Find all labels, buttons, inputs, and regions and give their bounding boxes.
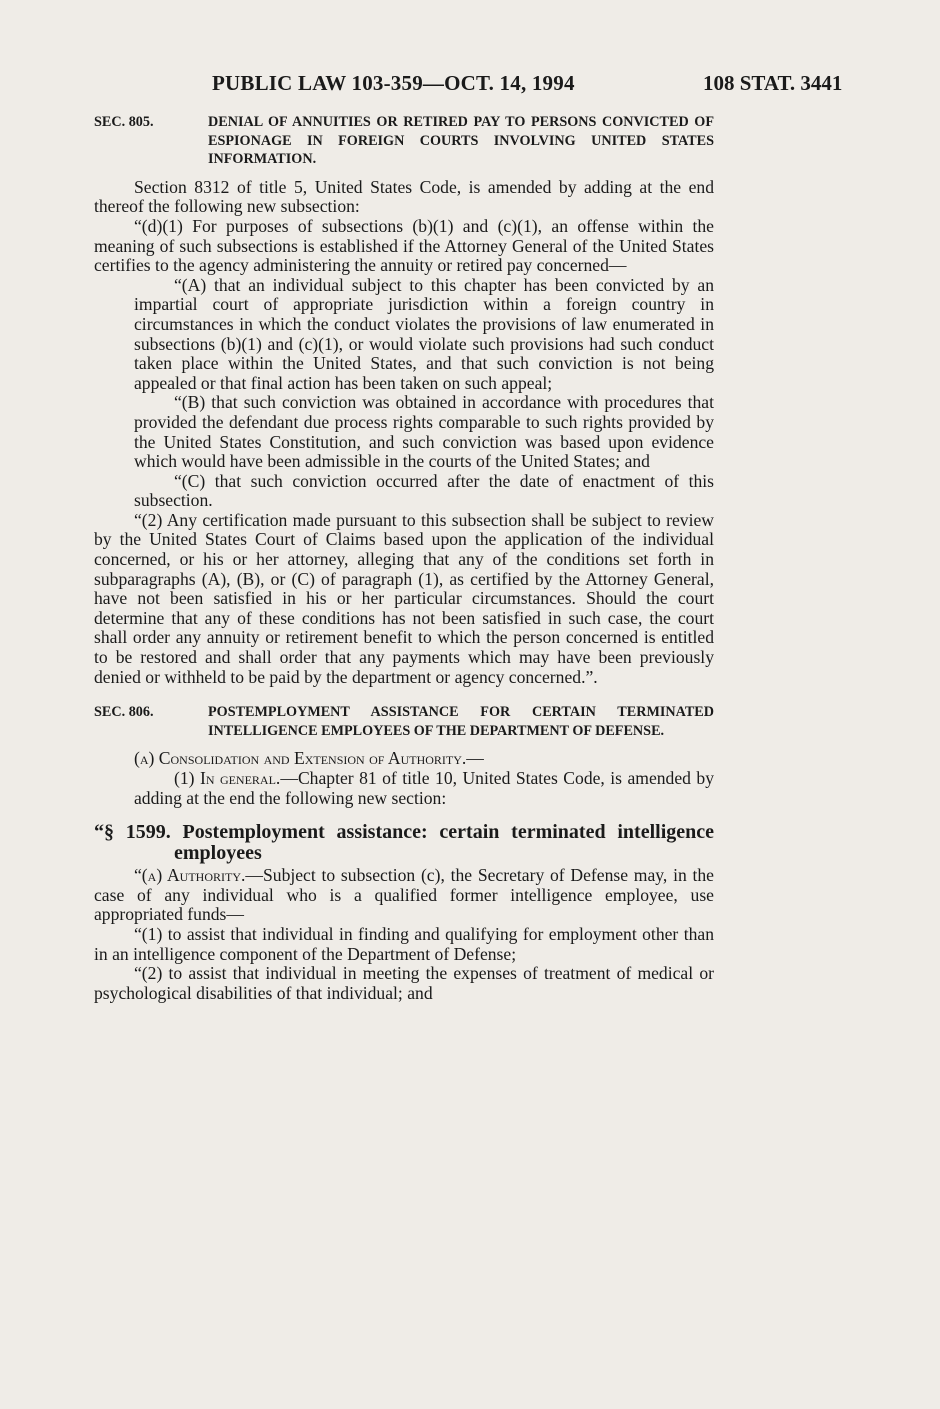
authority-item-2: “(2) to assist that individual in meeting the expenses of treatment of medical or psychological disabilities of that individual; and: [94, 963, 714, 1003]
section-805-intro: Section 8312 of title 5, United States Code, is amended by adding at the end thereof the following new subsection:: [94, 176, 714, 217]
subsection-a-heading: [94, 749, 714, 769]
authority-item-1: “(1) to assist that individual in finding and qualifying for employment other than in an intelligence component of the Department of Defense;: [94, 923, 714, 964]
section-1599-authority: [94, 866, 714, 925]
subsection-d-paragraph-1: “(d)(1) For purposes of subsections (b)(1) and (c)(1), an offense within the meaning of such subsections is established if the Attorney General of the United States certifies to the agency administering the annuity or retired pay concerned—: [94, 215, 714, 276]
paragraph-a1-text: —Chapter 81 of title 10, United States Code, is amended by adding at the end the following new section:: [134, 768, 715, 808]
subparagraph-b: “(B) that such conviction was obtained in accordance with procedures that provided the defendant due process rights comparable to such rights provided by the United States Constitution, and such conviction was based upon evidence which would have been admissible in the courts of the United States; and: [134, 392, 714, 472]
section-806-heading: [94, 703, 714, 740]
section-805-number: SEC. 805.: [94, 114, 154, 130]
section-806-heading-text: POSTEMPLOYMENT ASSISTANCE FOR CERTAIN TERMINATED INTELLIGENCE EMPLOYEES OF THE DEPARTMENT OF DEFENSE.: [208, 704, 714, 739]
section-1599-title: “§ 1599. Postemployment assistance: certain terminated intelligence employees: [94, 821, 714, 865]
authority-text: —Subject to subsection (c), the Secretary of Defense may, in the case of any individual who is a qualified former intelligence employee, use appropriated funds—: [94, 865, 714, 925]
statute-page-number: 108 STAT. 3441: [703, 71, 843, 95]
subsection-d-paragraph-2: “(2) Any certification made pursuant to this subsection shall be subject to review by the United States Court of Claims based upon the application of the individual concerned, or his or her attorney, alleging that any of the conditions set forth in subparagraphs (A), (B), or (C) of paragraph (1), as certified by the Attorney General, have not been satisfied in his or her particular circumstances. Should the court determine that any of these conditions has not been satisfied in such case, the court shall order any annuity or retirement benefit to which the person concerned is entitled to be restored and shall order that any payments which may have been previously denied or withheld to be paid by the department or agency concerned.”.: [94, 509, 714, 687]
section-805-heading-text: DENIAL OF ANNUITIES OR RETIRED PAY TO PERSONS CONVICTED OF ESPIONAGE IN FOREIGN COURTS INVOLVING UNITED STATES INFORMATION.: [208, 114, 714, 168]
section-806-number: SEC. 806.: [94, 704, 154, 721]
authority-label: “(a) Authority.: [134, 865, 246, 886]
subparagraph-c: “(C) that such conviction occurred after the date of enactment of this subsection.: [134, 470, 714, 511]
section-805-heading: [94, 113, 714, 169]
subsection-a-label: (a) Consolidation and Extension of Authority.—: [134, 748, 484, 769]
document-body: [94, 113, 714, 1003]
subparagraph-a: “(A) that an individual subject to this chapter has been convicted by an impartial court of appropriate jurisdiction within a foreign country in circumstances in which the conduct violates the provisions of law enumerated in subsections (b)(1) and (c)(1), or would violate such provisions had such conduct taken place within the United States, and that such conviction is not being appealed or that final action has been taken on such appeal;: [134, 274, 714, 393]
paragraph-a1-label: (1) In general.: [174, 768, 281, 788]
paragraph-a1: [94, 769, 714, 808]
running-header-title: PUBLIC LAW 103-359—OCT. 14, 1994: [212, 71, 575, 95]
